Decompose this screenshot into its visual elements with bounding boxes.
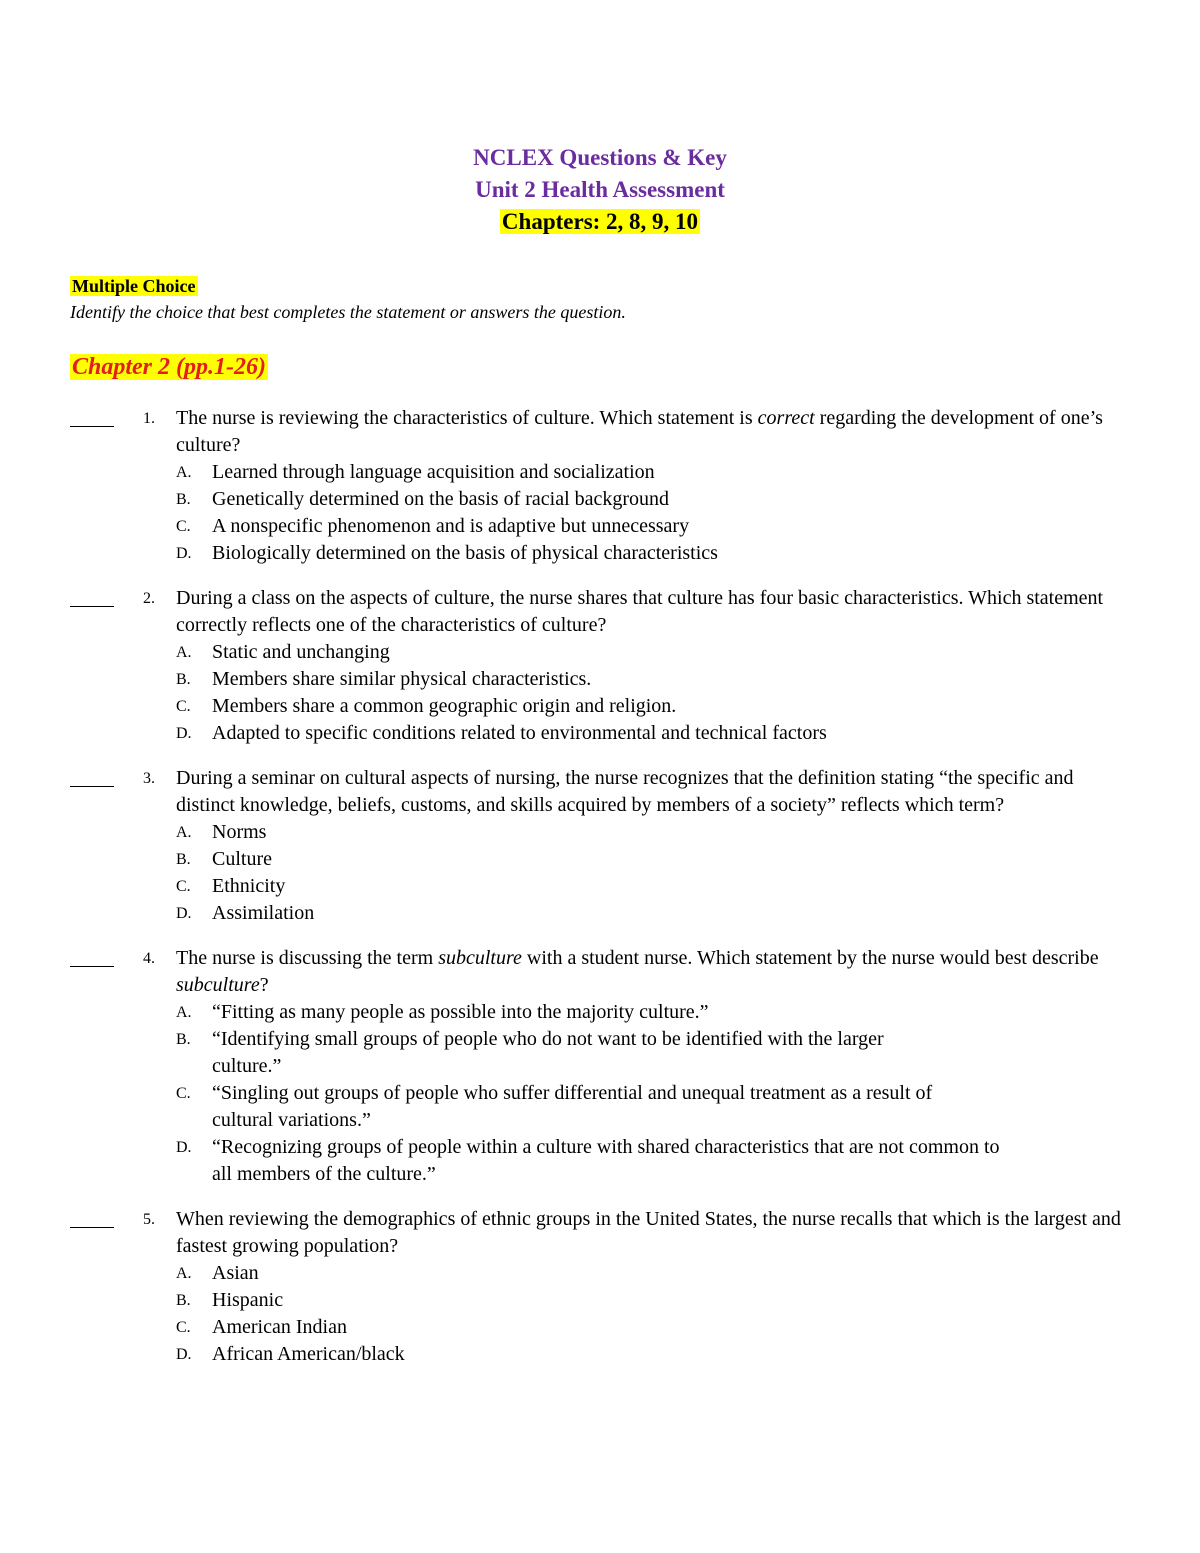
option-letter: C.	[176, 878, 191, 895]
option-a	[176, 1260, 1112, 1287]
option-letter: D.	[176, 545, 192, 562]
option-letter: B.	[176, 491, 191, 508]
question-5	[0, 1206, 1200, 1368]
option-text: Hispanic	[212, 1289, 284, 1311]
question-number: 5.	[143, 1211, 155, 1228]
option-text: Ethnicity	[212, 875, 286, 897]
option-d	[176, 720, 1112, 747]
option-text: Culture	[212, 848, 272, 870]
option-text: Norms	[212, 821, 267, 843]
document-subtitle: Unit 2 Health Assessment	[475, 177, 725, 202]
option-letter: A.	[176, 1004, 192, 1021]
option-letter: A.	[176, 1265, 192, 1282]
question-3	[0, 765, 1200, 927]
option-text: Static and unchanging	[212, 641, 390, 663]
stem-emphasis: correct	[757, 407, 815, 429]
option-letter: B.	[176, 851, 191, 868]
option-text: African American/black	[212, 1343, 405, 1365]
question-list	[0, 405, 1200, 1386]
answer-blank[interactable]	[70, 945, 114, 967]
option-d	[176, 900, 1112, 927]
option-letter: B.	[176, 1031, 191, 1048]
stem-text: regarding the development of one’s culture?	[176, 407, 1103, 456]
question-number: 3.	[143, 770, 155, 787]
section-label-text: Multiple Choice	[72, 276, 196, 296]
question-stem	[176, 405, 1136, 459]
stem-text: The nurse is discussing the term	[176, 947, 439, 969]
option-text: “Singling out groups of people who suffer differential and unequal treatment as a result of cultural variations.”	[212, 1082, 933, 1131]
question-1	[0, 405, 1200, 567]
option-text: “Fitting as many people as possible into the majority culture.”	[212, 1001, 709, 1023]
chapters-line	[0, 206, 1200, 238]
option-letter: C.	[176, 698, 191, 715]
option-b	[176, 1287, 1112, 1314]
option-letter: D.	[176, 1346, 192, 1363]
option-a	[176, 819, 1112, 846]
option-b	[176, 1026, 952, 1080]
option-text: “Recognizing groups of people within a culture with shared characteristics that are not common to all members of the culture.”	[212, 1136, 1000, 1185]
option-text: Biologically determined on the basis of physical characteristics	[212, 542, 718, 564]
answer-blank[interactable]	[70, 405, 114, 427]
answer-blank[interactable]	[70, 585, 114, 607]
option-text: American Indian	[212, 1316, 347, 1338]
option-c	[176, 1080, 992, 1134]
stem-text: with a student nurse. Which statement by the nurse would best describe	[521, 947, 1099, 969]
option-d	[176, 1341, 1112, 1368]
question-stem: When reviewing the demographics of ethnic groups in the United States, the nurse recalls that which is the largest and fastest growing population?	[176, 1208, 1121, 1257]
option-b	[176, 666, 1112, 693]
option-letter: B.	[176, 671, 191, 688]
option-text: Adapted to specific conditions related to environmental and technical factors	[212, 722, 827, 744]
option-text: “Identifying small groups of people who do not want to be identified with the larger culture.”	[212, 1028, 884, 1077]
question-stem: During a class on the aspects of culture, the nurse shares that culture has four basic characteristics. Which statement correctly reflects one of the characteristics of culture?	[176, 587, 1104, 636]
option-letter: A.	[176, 824, 192, 841]
option-c	[176, 513, 1112, 540]
option-text: Genetically determined on the basis of racial background	[212, 488, 670, 510]
option-letter: C.	[176, 1319, 191, 1336]
question-2	[0, 585, 1200, 747]
question-number: 4.	[143, 950, 155, 967]
stem-text: The nurse is reviewing the characteristics of culture. Which statement is	[176, 407, 758, 429]
option-b	[176, 846, 1112, 873]
answer-blank[interactable]	[70, 765, 114, 787]
option-text: Asian	[212, 1262, 259, 1284]
chapters-highlight: Chapters: 2, 8, 9, 10	[501, 209, 699, 234]
option-d	[176, 1134, 1002, 1188]
chapter-heading-text: Chapter 2 (pp.1-26)	[72, 354, 266, 380]
section-instructions: Identify the choice that best completes the statement or answers the question.	[70, 302, 626, 322]
option-letter: D.	[176, 1139, 192, 1156]
stem-text: ?	[259, 974, 269, 996]
answer-blank[interactable]	[70, 1206, 114, 1228]
section-label	[70, 274, 198, 298]
option-letter: C.	[176, 518, 191, 535]
option-a	[176, 639, 1112, 666]
option-text: Members share a common geographic origin and religion.	[212, 695, 677, 717]
option-a	[176, 459, 1112, 486]
chapter-heading	[70, 350, 268, 384]
option-letter: A.	[176, 464, 192, 481]
option-letter: D.	[176, 905, 192, 922]
question-stem	[176, 945, 1136, 999]
option-d	[176, 540, 1112, 567]
option-text: A nonspecific phenomenon and is adaptive but unnecessary	[212, 515, 690, 537]
option-c	[176, 873, 1112, 900]
option-b	[176, 486, 1112, 513]
option-letter: B.	[176, 1292, 191, 1309]
stem-emphasis: subculture	[176, 974, 260, 996]
option-text: Members share similar physical characteristics.	[212, 668, 592, 690]
option-c	[176, 693, 1112, 720]
option-letter: A.	[176, 644, 192, 661]
question-number: 2.	[143, 590, 155, 607]
question-stem: During a seminar on cultural aspects of nursing, the nurse recognizes that the definition stating “the specific and distinct knowledge, beliefs, customs, and skills acquired by members of a society” reflects which term?	[176, 767, 1074, 816]
option-a	[176, 999, 1112, 1026]
option-text: Learned through language acquisition and socialization	[212, 461, 655, 483]
option-letter: C.	[176, 1085, 191, 1102]
question-number: 1.	[143, 410, 155, 427]
document-title: NCLEX Questions & Key	[473, 145, 727, 170]
question-4	[0, 945, 1200, 1188]
option-c	[176, 1314, 1112, 1341]
stem-emphasis: subculture	[438, 947, 522, 969]
option-letter: D.	[176, 725, 192, 742]
option-text: Assimilation	[212, 902, 315, 924]
